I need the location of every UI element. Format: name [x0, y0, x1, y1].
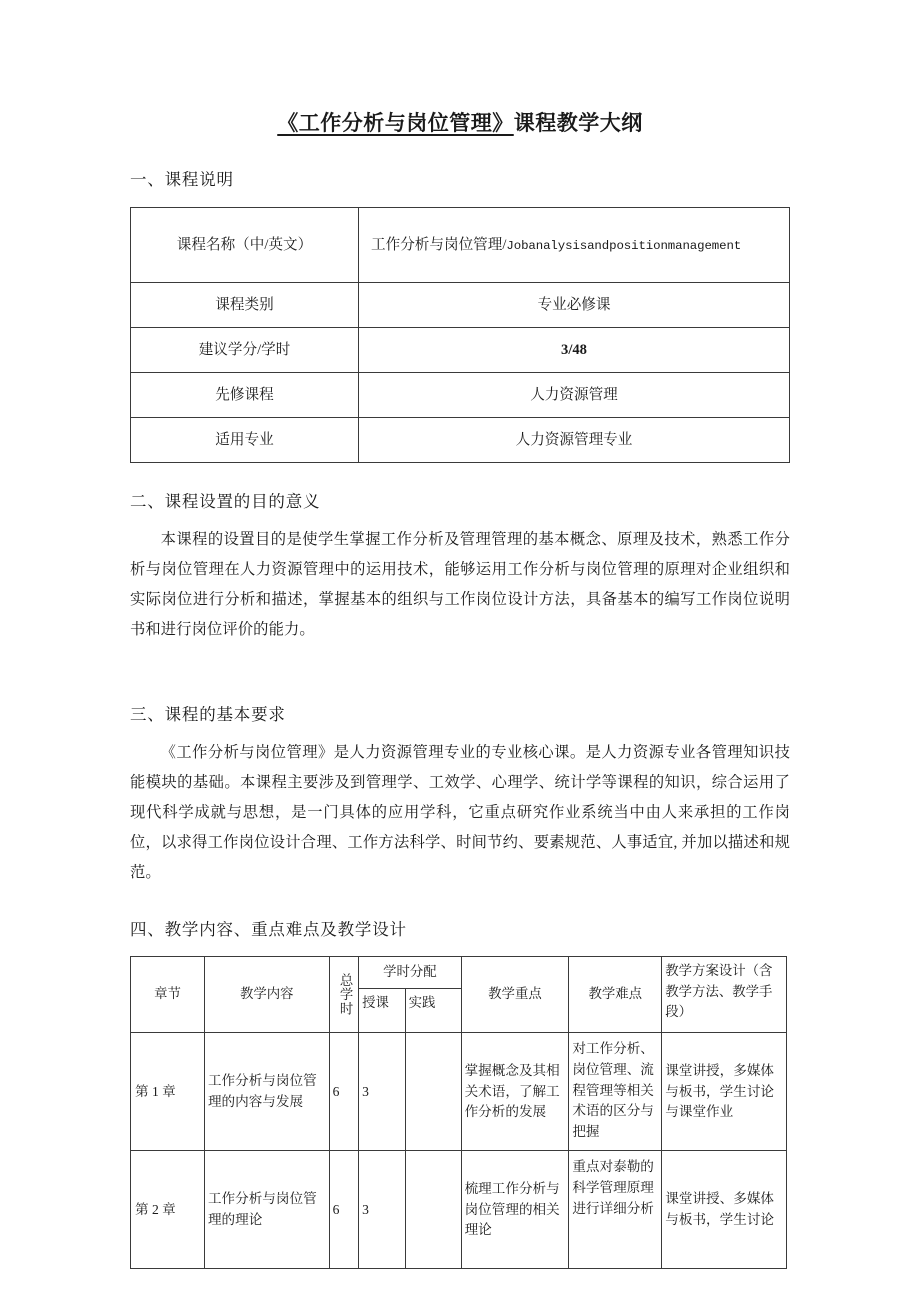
row1-practice: [405, 1033, 461, 1151]
table-row: [131, 1151, 787, 1269]
section-heading-two: 二、课程设置的目的意义: [130, 492, 321, 512]
credits-hours-value: 3/48: [359, 328, 790, 373]
course-name-cn: 工作分析与岗位管理/: [371, 236, 507, 253]
header-teaching-design: 教学方案设计（含教学方法、教学手段）: [662, 957, 787, 1033]
table-row: [131, 1033, 787, 1151]
course-name-label: 课程名称（中/英文）: [131, 208, 359, 283]
row1-chapter: 第 1 章: [131, 1033, 205, 1151]
section-three-paragraph: 《工作分析与岗位管理》是人力资源管理专业的专业核心课。是人力资源专业各管理知识技能模块的基础。本课程主要涉及到管理学、工效学、心理学、统计学等课程的知识，综合运用了现代科学成就与思想，是一门具体的应用学科，它重点研究作业系统当中由人来承担的工作岗位，以求得工作岗位设计合理、工作方法科学、时间节约、要素规范、人事适宜, 并加以描述和规范。: [130, 743, 790, 881]
header-difficulties: 教学难点: [569, 957, 662, 1033]
header-key-points: 教学重点: [461, 957, 569, 1033]
course-name-en: Jobanalysisandpositionmanagement: [506, 238, 742, 253]
table-row: [131, 373, 790, 418]
row2-difficulties: 重点对泰勒的科学管理原理进行详细分析: [569, 1151, 662, 1269]
applicable-major-label: 适用专业: [131, 418, 359, 463]
table-row: [131, 208, 790, 283]
header-chapter: 章节: [131, 957, 205, 1033]
row2-key-points: 梳理工作分析与岗位管理的相关理论: [461, 1151, 569, 1269]
title-underlined-part: 《工作分析与岗位管理》: [277, 111, 514, 135]
prerequisite-value: 人力资源管理: [359, 373, 790, 418]
course-name-value: [359, 208, 790, 283]
row2-total-hours: 6: [329, 1151, 359, 1269]
page-title: [130, 0, 790, 138]
header-content: 教学内容: [204, 957, 329, 1033]
row1-content: 工作分析与岗位管理的内容与发展: [204, 1033, 329, 1151]
section-heading-three: 三、课程的基本要求: [130, 704, 286, 724]
table-row: [131, 328, 790, 373]
table-row: [131, 418, 790, 463]
row2-practice: [405, 1151, 461, 1269]
section-heading-four: 四、教学内容、重点难点及教学设计: [130, 919, 407, 939]
course-category-label: 课程类别: [131, 283, 359, 328]
header-lecture: 授课: [359, 989, 405, 1033]
row2-chapter: 第 2 章: [131, 1151, 205, 1269]
section-heading-one: 一、课程说明: [130, 170, 234, 190]
row2-lecture: 3: [359, 1151, 405, 1269]
row1-total-hours: 6: [329, 1033, 359, 1151]
header-hours-allocation: 学时分配: [359, 957, 461, 989]
course-info-table: [130, 207, 790, 463]
header-total-hours: 总学时: [329, 957, 359, 1033]
row1-key-points: 掌握概念及其相关术语，了解工作分析的发展: [461, 1033, 569, 1151]
header-practice: 实践: [405, 989, 461, 1033]
table-header-row-top: [131, 957, 787, 989]
teaching-plan-table: [130, 956, 787, 1269]
title-plain-part: 课程教学大纲: [513, 111, 643, 135]
table-row: [131, 283, 790, 328]
row1-design: 课堂讲授，多媒体与板书，学生讨论与课堂作业: [662, 1033, 787, 1151]
section-two-paragraph: 本课程的设置目的是使学生掌握工作分析及管理管理的基本概念、原理及技术，熟悉工作分析与岗位管理在人力资源管理中的运用技术，能够运用工作分析与岗位管理的原理对企业组织和实际岗位进行分析和描述，掌握基本的组织与工作岗位设计方法，具备基本的编写工作岗位说明书和进行岗位评价的能力。: [130, 530, 790, 638]
row1-difficulties: 对工作分析、岗位管理、流程管理等相关术语的区分与把握: [569, 1033, 662, 1151]
row1-lecture: 3: [359, 1033, 405, 1151]
credits-hours-label: 建议学分/学时: [131, 328, 359, 373]
row2-design: 课堂讲授、多媒体与板书，学生讨论: [662, 1151, 787, 1269]
applicable-major-value: 人力资源管理专业: [359, 418, 790, 463]
row2-content: 工作分析与岗位管理的理论: [204, 1151, 329, 1269]
prerequisite-label: 先修课程: [131, 373, 359, 418]
course-category-value: 专业必修课: [359, 283, 790, 328]
